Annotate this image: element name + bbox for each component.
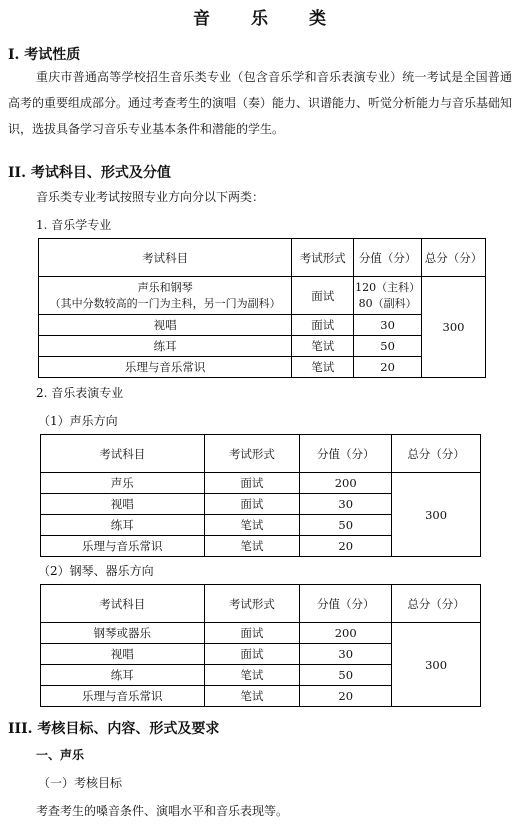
table-cell: 20 xyxy=(300,686,392,707)
table-cell: 面试 xyxy=(204,473,300,494)
table-header: 考试形式 xyxy=(292,239,354,277)
section1-heading: I. 考试性质 xyxy=(8,47,81,63)
total-cell: 300 xyxy=(392,623,481,707)
table-row xyxy=(39,315,486,336)
music-studies-heading: 1. 音乐学专业 xyxy=(36,218,112,232)
table-cell xyxy=(354,277,422,315)
section1-paragraph: 重庆市普通高等学校招生音乐类专业（包含音乐学和音乐表演专业）统一考试是全国普通高考的重要组成部分。通过考查考生的演唱（奏）能力、识谱能力、听觉分析能力与音乐基础知识，选拔具备学习音乐专业基本条件和潜能的学生。 xyxy=(8,70,513,136)
table-cell: 练耳 xyxy=(41,665,205,686)
music-performance-heading: 2. 音乐表演专业 xyxy=(36,386,124,400)
table-row xyxy=(39,336,486,357)
table-cell: 声乐 xyxy=(41,473,205,494)
table-cell: 20 xyxy=(300,536,392,557)
table-cell: 笔试 xyxy=(204,665,300,686)
table-cell: 笔试 xyxy=(204,515,300,536)
section3-heading: III. 考核目标、内容、形式及要求 xyxy=(8,721,220,737)
table-cell: 面试 xyxy=(204,494,300,515)
table-cell: 练耳 xyxy=(41,515,205,536)
assessment-goal-text: 考查考生的嗓音条件、演唱水平和音乐表现等。 xyxy=(36,804,289,818)
table-cell: 钢琴或器乐 xyxy=(41,623,205,644)
table-header: 考试形式 xyxy=(204,585,300,623)
table-cell: 50 xyxy=(300,515,392,536)
table-cell: 笔试 xyxy=(292,357,354,378)
total-cell: 300 xyxy=(392,473,481,557)
section2-intro: 音乐类专业考试按照专业方向分以下两类： xyxy=(36,190,265,204)
table-header: 总分（分） xyxy=(392,585,481,623)
table-row xyxy=(41,473,481,494)
table-row xyxy=(41,623,481,644)
table-cell: 乐理与音乐常识 xyxy=(41,686,205,707)
table-row xyxy=(39,357,486,378)
table-header: 总分（分） xyxy=(392,435,481,473)
table-cell: 笔试 xyxy=(292,336,354,357)
table-header: 总分（分） xyxy=(422,239,486,277)
table-cell: 面试 xyxy=(204,644,300,665)
table-cell: 乐理与音乐常识 xyxy=(41,536,205,557)
table-cell: 200 xyxy=(300,623,392,644)
subject-line: 声乐和钢琴 xyxy=(137,280,193,294)
table-cell: 面试 xyxy=(204,623,300,644)
piano-instrument-direction-heading: （2）钢琴、器乐方向 xyxy=(38,564,154,578)
vocal-direction-table xyxy=(40,434,481,557)
table-cell: 20 xyxy=(354,357,422,378)
score-line: 80（副科） xyxy=(358,296,417,310)
vocal-section-heading: 一、声乐 xyxy=(36,748,85,762)
table-cell: 视唱 xyxy=(41,644,205,665)
table-cell: 面试 xyxy=(292,277,354,315)
music-studies-table xyxy=(38,238,486,378)
assessment-goal-heading: （一）考核目标 xyxy=(38,776,123,790)
table-cell: 视唱 xyxy=(41,494,205,515)
table-header: 考试科目 xyxy=(41,435,205,473)
table-row xyxy=(39,277,486,315)
table-cell: 30 xyxy=(354,315,422,336)
table-header: 分值（分） xyxy=(300,585,392,623)
table-cell: 50 xyxy=(300,665,392,686)
table-cell: 30 xyxy=(300,644,392,665)
table-cell: 练耳 xyxy=(39,336,292,357)
table-header: 考试科目 xyxy=(41,585,205,623)
table-cell: 视唱 xyxy=(39,315,292,336)
table-cell: 笔试 xyxy=(204,686,300,707)
score-line: 120（主科） xyxy=(355,280,421,294)
subject-line: （其中分数较高的一门为主科，另一门为副科） xyxy=(49,296,281,310)
table-cell: 乐理与音乐常识 xyxy=(39,357,292,378)
page-title: 音 乐 类 xyxy=(193,9,338,29)
total-cell: 300 xyxy=(422,277,486,378)
table-cell: 50 xyxy=(354,336,422,357)
piano-instrument-table xyxy=(40,584,481,707)
table-cell: 30 xyxy=(300,494,392,515)
section2-heading: II. 考试科目、形式及分值 xyxy=(8,165,171,181)
table-cell: 200 xyxy=(300,473,392,494)
table-header: 分值（分） xyxy=(354,239,422,277)
table-cell xyxy=(39,277,292,315)
table-cell: 笔试 xyxy=(204,536,300,557)
vocal-direction-heading: （1）声乐方向 xyxy=(38,414,118,428)
table-header: 分值（分） xyxy=(300,435,392,473)
table-cell: 面试 xyxy=(292,315,354,336)
table-header: 考试形式 xyxy=(204,435,300,473)
table-header: 考试科目 xyxy=(39,239,292,277)
